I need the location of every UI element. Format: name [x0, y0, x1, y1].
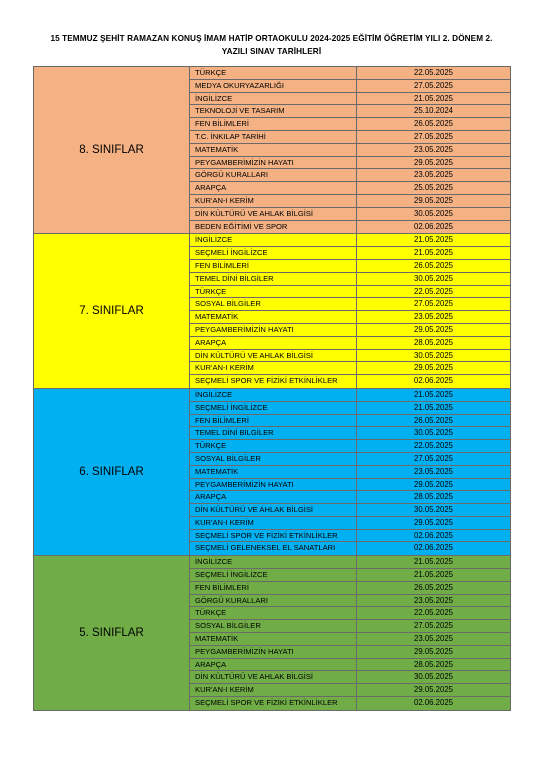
grade-label: 5. SINIFLAR — [34, 556, 190, 710]
table-row — [190, 659, 510, 672]
exam-date-cell: 21.05.2025 — [413, 402, 454, 412]
table-row — [190, 427, 510, 440]
table-row — [190, 67, 510, 80]
table-row — [190, 93, 510, 106]
subject-cell: İNGİLİZCE — [190, 389, 357, 401]
table-row — [190, 144, 510, 157]
table-row — [190, 453, 510, 466]
exam-date-cell: 21.05.2025 — [413, 389, 454, 399]
grade-group — [33, 234, 511, 389]
document-title — [20, 32, 523, 58]
table-row — [190, 131, 510, 144]
exam-date-cell: 26.05.2025 — [413, 582, 454, 592]
table-row — [190, 362, 510, 375]
exam-date-cell: 02.06.2025 — [413, 698, 454, 708]
exam-date-cell: 25.05.2025 — [413, 183, 454, 193]
subject-cell: PEYGAMBERİMİZİN HAYATI — [190, 157, 357, 169]
exam-date-cell: 29.05.2025 — [413, 517, 454, 527]
table-row — [190, 80, 510, 93]
subject-cell: MATEMATİK — [190, 633, 357, 645]
subject-cell: ARAPÇA — [190, 659, 357, 671]
exam-date-cell: 29.05.2025 — [413, 195, 454, 205]
exam-date-cell: 29.05.2025 — [413, 646, 454, 656]
subject-cell: FEN BİLİMLERİ — [190, 260, 357, 272]
subject-cell: İNGİLİZCE — [190, 556, 357, 568]
exam-date-cell: 21.05.2025 — [413, 570, 454, 580]
exam-date-cell: 23.05.2025 — [413, 144, 454, 154]
exam-date-cell: 02.06.2025 — [413, 530, 454, 540]
table-row — [190, 298, 510, 311]
exam-date-cell: 29.05.2025 — [413, 685, 454, 695]
table-row — [190, 247, 510, 260]
subject-cell: SOSYAL BİLGİLER — [190, 298, 357, 310]
subject-cell: SEÇMELİ GELENEKSEL EL SANATLARI — [190, 542, 357, 555]
table-row — [190, 607, 510, 620]
subject-cell: TEMEL DİNİ BİLGİLER — [190, 273, 357, 285]
subject-cell: SEÇMELİ SPOR VE FİZİKİ ETKİNLİKLER — [190, 697, 357, 710]
table-row — [190, 595, 510, 608]
table-row — [190, 105, 510, 118]
table-row — [190, 234, 510, 247]
table-row — [190, 157, 510, 170]
table-row — [190, 671, 510, 684]
subject-cell: SOSYAL BİLGİLER — [190, 620, 357, 632]
exam-date-cell: 29.05.2025 — [413, 157, 454, 167]
exam-date-cell: 29.05.2025 — [413, 479, 454, 489]
exam-date-cell: 26.05.2025 — [413, 415, 454, 425]
exam-date-cell: 23.05.2025 — [413, 466, 454, 476]
table-row — [190, 479, 510, 492]
subject-cell: T.C. İNKILAP TARİHİ — [190, 131, 357, 143]
subject-cell: TÜRKÇE — [190, 607, 357, 619]
grade-group — [33, 66, 511, 234]
subject-cell: ARAPÇA — [190, 491, 357, 503]
subject-cell: FEN BİLİMLERİ — [190, 118, 357, 130]
exam-rows — [190, 556, 510, 710]
exam-date-cell: 25.10.2024 — [413, 106, 454, 116]
table-row — [190, 182, 510, 195]
exam-date-cell: 27.05.2025 — [413, 80, 454, 90]
exam-date-cell: 23.05.2025 — [413, 634, 454, 644]
subject-cell: DİN KÜLTÜRÜ VE AHLAK BİLGİSİ — [190, 504, 357, 516]
exam-date-cell: 30.05.2025 — [413, 672, 454, 682]
exam-date-cell: 26.05.2025 — [413, 260, 454, 270]
exam-date-cell: 27.05.2025 — [413, 131, 454, 141]
exam-date-cell: 27.05.2025 — [413, 453, 454, 463]
subject-cell: SEÇMELİ SPOR VE FİZİKİ ETKİNLİKLER — [190, 530, 357, 542]
exam-date-cell: 02.06.2025 — [413, 221, 454, 231]
table-row — [190, 517, 510, 530]
subject-cell: ARAPÇA — [190, 182, 357, 194]
table-row — [190, 337, 510, 350]
table-row — [190, 324, 510, 337]
subject-cell: MATEMATİK — [190, 466, 357, 478]
title-line-1: 15 TEMMUZ ŞEHİT RAMAZAN KONUŞ İMAM HATİP ORTAOKULU 2024-2025 EĞİTİM ÖĞRETİM YILI 2. DÖNEM 2. — [50, 34, 493, 43]
grade-group — [33, 556, 511, 711]
exam-date-cell: 29.05.2025 — [413, 324, 454, 334]
subject-cell: TÜRKÇE — [190, 67, 357, 79]
exam-schedule-table — [33, 66, 511, 711]
exam-date-cell: 26.05.2025 — [413, 119, 454, 129]
subject-cell: İNGİLİZCE — [190, 234, 357, 246]
subject-cell: DİN KÜLTÜRÜ VE AHLAK BİLGİSİ — [190, 671, 357, 683]
subject-cell: KUR'AN-I KERİM — [190, 517, 357, 529]
exam-date-cell: 27.05.2025 — [413, 299, 454, 309]
exam-date-cell: 02.06.2025 — [413, 543, 454, 553]
subject-cell: FEN BİLİMLERİ — [190, 582, 357, 594]
subject-cell: DİN KÜLTÜRÜ VE AHLAK BİLGİSİ — [190, 350, 357, 362]
exam-date-cell: 29.05.2025 — [413, 363, 454, 373]
table-row — [190, 440, 510, 453]
grade-label: 6. SINIFLAR — [34, 389, 190, 555]
subject-cell: KUR'AN-I KERİM — [190, 684, 357, 696]
table-row — [190, 375, 510, 388]
exam-date-cell: 30.05.2025 — [413, 350, 454, 360]
exam-date-cell: 21.05.2025 — [413, 235, 454, 245]
subject-cell: SEÇMELİ İNGİLİZCE — [190, 569, 357, 581]
exam-rows — [190, 67, 510, 233]
grade-group — [33, 389, 511, 556]
table-row — [190, 491, 510, 504]
table-row — [190, 697, 510, 710]
exam-date-cell: 27.05.2025 — [413, 621, 454, 631]
subject-cell: PEYGAMBERİMİZİN HAYATI — [190, 324, 357, 336]
subject-cell: SEÇMELİ SPOR VE FİZİKİ ETKİNLİKLER — [190, 375, 357, 388]
table-row — [190, 620, 510, 633]
table-row — [190, 389, 510, 402]
exam-date-cell: 23.05.2025 — [413, 170, 454, 180]
subject-cell: MATEMATİK — [190, 311, 357, 323]
subject-cell: PEYGAMBERİMİZİN HAYATI — [190, 479, 357, 491]
subject-cell: SOSYAL BİLGİLER — [190, 453, 357, 465]
exam-date-cell: 23.05.2025 — [413, 595, 454, 605]
subject-cell: KUR'AN-I KERİM — [190, 362, 357, 374]
exam-date-cell: 21.05.2025 — [413, 557, 454, 567]
table-row — [190, 504, 510, 517]
subject-cell: PEYGAMBERİMİZİN HAYATI — [190, 646, 357, 658]
table-row — [190, 466, 510, 479]
subject-cell: MATEMATİK — [190, 144, 357, 156]
table-row — [190, 195, 510, 208]
table-row — [190, 633, 510, 646]
exam-date-cell: 28.05.2025 — [413, 337, 454, 347]
table-row — [190, 556, 510, 569]
grade-label: 7. SINIFLAR — [34, 234, 190, 388]
table-row — [190, 582, 510, 595]
subject-cell: DİN KÜLTÜRÜ VE AHLAK BİLGİSİ — [190, 208, 357, 220]
table-row — [190, 118, 510, 131]
title-line-2: YAZILI SINAV TARİHLERİ — [221, 47, 322, 56]
exam-date-cell: 30.05.2025 — [413, 428, 454, 438]
table-row — [190, 260, 510, 273]
subject-cell: KUR'AN-I KERİM — [190, 195, 357, 207]
subject-cell: ARAPÇA — [190, 337, 357, 349]
table-row — [190, 311, 510, 324]
table-row — [190, 542, 510, 555]
table-row — [190, 530, 510, 543]
exam-date-cell: 02.06.2025 — [413, 376, 454, 386]
subject-cell: TÜRKÇE — [190, 286, 357, 298]
exam-date-cell: 22.05.2025 — [413, 441, 454, 451]
subject-cell: TEMEL DİNİ BİLGİLER — [190, 427, 357, 439]
subject-cell: MEDYA OKURYAZARLIĞI — [190, 80, 357, 92]
exam-date-cell: 21.05.2025 — [413, 248, 454, 258]
exam-date-cell: 30.05.2025 — [413, 208, 454, 218]
exam-rows — [190, 234, 510, 388]
table-row — [190, 350, 510, 363]
exam-date-cell: 30.05.2025 — [413, 505, 454, 515]
subject-cell: FEN BİLİMLERİ — [190, 415, 357, 427]
exam-date-cell: 28.05.2025 — [413, 659, 454, 669]
table-row — [190, 273, 510, 286]
exam-date-cell: 30.05.2025 — [413, 273, 454, 283]
subject-cell: SEÇMELİ İNGİLİZCE — [190, 402, 357, 414]
subject-cell: TEKNOLOJİ VE TASARIM — [190, 105, 357, 117]
exam-date-cell: 22.05.2025 — [413, 608, 454, 618]
table-row — [190, 221, 510, 234]
table-row — [190, 402, 510, 415]
exam-date-cell: 23.05.2025 — [413, 312, 454, 322]
table-row — [190, 286, 510, 299]
table-row — [190, 415, 510, 428]
exam-date-cell: 28.05.2025 — [413, 492, 454, 502]
table-row — [190, 646, 510, 659]
exam-date-cell: 22.05.2025 — [413, 68, 454, 77]
subject-cell: İNGİLİZCE — [190, 93, 357, 105]
subject-cell: BEDEN EĞİTİMİ VE SPOR — [190, 221, 357, 234]
exam-rows — [190, 389, 510, 555]
exam-date-cell: 22.05.2025 — [413, 286, 454, 296]
subject-cell: GÖRGÜ KURALLARI — [190, 169, 357, 181]
table-row — [190, 208, 510, 221]
table-row — [190, 684, 510, 697]
subject-cell: TÜRKÇE — [190, 440, 357, 452]
exam-date-cell: 21.05.2025 — [413, 93, 454, 103]
table-row — [190, 169, 510, 182]
table-row — [190, 569, 510, 582]
subject-cell: GÖRGÜ KURALLARI — [190, 595, 357, 607]
subject-cell: SEÇMELİ İNGİLİZCE — [190, 247, 357, 259]
grade-label: 8. SINIFLAR — [34, 67, 190, 233]
